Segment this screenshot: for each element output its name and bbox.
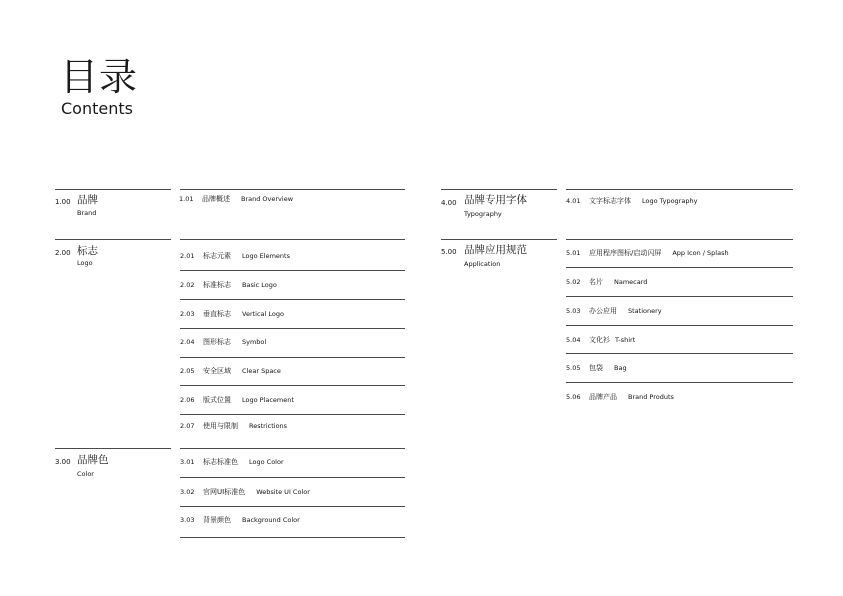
divider <box>180 414 405 415</box>
divider <box>180 448 405 449</box>
entry-number: 5.04 <box>566 336 581 344</box>
divider <box>55 239 171 240</box>
entry-title-cn: 版式位置 <box>203 396 231 404</box>
section-title: 品牌色 <box>77 454 109 466</box>
toc-entry-logo-color[interactable] <box>180 457 284 467</box>
divider <box>55 189 171 190</box>
entry-number: 3.02 <box>180 488 195 496</box>
toc-entry-namecard[interactable] <box>566 277 647 287</box>
entry-number: 4.01 <box>566 197 581 205</box>
entry-number: 2.05 <box>180 367 195 375</box>
divider <box>180 537 405 538</box>
entry-title-en: Bag <box>614 364 627 372</box>
entry-title-en: Brand Produts <box>628 393 674 401</box>
entry-number: 2.04 <box>180 338 195 346</box>
toc-entry-logo-placement[interactable] <box>180 395 294 405</box>
entry-title-en: Stationery <box>628 307 662 315</box>
entry-title-cn: 文字标志字体 <box>589 197 631 205</box>
entry-number: 5.01 <box>566 249 581 257</box>
toc-entry-background-color[interactable] <box>180 515 300 525</box>
entry-title-en: Logo Typography <box>642 197 698 205</box>
entry-title-en: Website UI Color <box>256 488 310 496</box>
page-subtitle: Contents <box>61 99 133 118</box>
divider <box>566 267 793 268</box>
entry-title-cn: 文化衫 <box>589 336 610 344</box>
divider <box>441 189 557 190</box>
entry-number: 2.07 <box>180 422 195 430</box>
entry-number: 2.02 <box>180 281 195 289</box>
section-number: 3.00 <box>55 458 71 466</box>
section-number: 2.00 <box>55 249 71 257</box>
divider <box>180 385 405 386</box>
entry-title-en: T-shirt <box>615 336 636 344</box>
entry-title-cn: 包袋 <box>589 364 603 372</box>
toc-entry-vertical-logo[interactable] <box>180 309 284 319</box>
entry-title-cn: 图形标志 <box>203 338 231 346</box>
entry-title-cn: 品牌产品 <box>589 393 617 401</box>
entry-title-cn: 名片 <box>589 278 603 286</box>
toc-entry-logo-elements[interactable] <box>180 251 290 261</box>
section-number: 1.00 <box>55 198 71 206</box>
entry-title-en: Restrictions <box>249 422 288 430</box>
section-subtitle: Application <box>464 260 501 268</box>
page-title: 目录 <box>60 55 139 99</box>
entry-title-en: Namecard <box>614 278 648 286</box>
toc-entry-symbol[interactable] <box>180 337 266 347</box>
section-subtitle: Brand <box>77 209 97 217</box>
divider <box>180 270 405 271</box>
divider <box>566 239 793 240</box>
entry-number: 3.03 <box>180 516 195 524</box>
section-title: 品牌 <box>77 194 98 206</box>
section-title: 品牌应用规范 <box>464 244 527 256</box>
divider <box>441 239 557 240</box>
entry-number: 2.06 <box>180 396 195 404</box>
entry-title-cn: 背景颜色 <box>203 516 231 524</box>
entry-number: 3.01 <box>180 458 195 466</box>
section-subtitle: Color <box>77 470 94 478</box>
divider <box>180 239 405 240</box>
entry-title-en: Vertical Logo <box>242 310 284 318</box>
divider <box>180 328 405 329</box>
section-title: 标志 <box>77 245 98 257</box>
entry-number: 5.06 <box>566 393 581 401</box>
entry-title-en: Background Color <box>242 516 300 524</box>
entry-title-en: Logo Elements <box>242 252 290 260</box>
section-number: 4.00 <box>441 199 457 207</box>
entry-title-en: Logo Color <box>249 458 284 466</box>
divider <box>566 325 793 326</box>
entry-title-en: Basic Logo <box>242 281 277 289</box>
entry-title-cn: 垂直标志 <box>203 310 231 318</box>
entry-title-cn: 应用程序图标/启动闪屏 <box>589 249 662 257</box>
entry-number: 5.02 <box>566 278 581 286</box>
divider <box>180 357 405 358</box>
entry-number: 1.01 <box>179 195 194 203</box>
divider <box>180 299 405 300</box>
divider <box>566 189 793 190</box>
toc-entry-basic-logo[interactable] <box>180 280 277 290</box>
entry-title-cn: 标志标准色 <box>203 458 238 466</box>
entry-title-en: App Icon / Splash <box>672 249 729 257</box>
entry-title-cn: 办公应用 <box>589 307 617 315</box>
entry-title-en: Clear Space <box>242 367 281 375</box>
entry-title-cn: 安全区域 <box>203 367 231 375</box>
entry-title-en: Brand Overview <box>241 195 294 203</box>
toc-entry-logo-typography[interactable] <box>566 196 697 206</box>
entry-number: 5.03 <box>566 307 581 315</box>
toc-entry-restrictions[interactable] <box>180 421 287 431</box>
toc-entry-app-icon-splash[interactable] <box>566 248 729 258</box>
divider <box>566 353 793 354</box>
entry-title-cn: 使用与限制 <box>203 422 238 430</box>
entry-title-cn: 官网UI标准色 <box>203 488 246 496</box>
entry-title-cn: 标志元素 <box>203 252 231 260</box>
section-number: 5.00 <box>441 248 457 256</box>
toc-entry-brand-products[interactable] <box>566 392 674 402</box>
divider <box>566 296 793 297</box>
toc-entry-brand-overview[interactable] <box>179 194 293 204</box>
divider <box>566 382 793 383</box>
toc-entry-t-shirt[interactable] <box>566 335 635 345</box>
section-subtitle: Logo <box>77 259 93 267</box>
divider <box>180 477 405 478</box>
entry-number: 2.01 <box>180 252 195 260</box>
section-subtitle: Typography <box>464 210 502 218</box>
toc-entry-stationery[interactable] <box>566 306 662 316</box>
toc-entry-clear-space[interactable] <box>180 366 281 376</box>
entry-title-en: Symbol <box>242 338 267 346</box>
divider <box>180 506 405 507</box>
entry-number: 2.03 <box>180 310 195 318</box>
divider <box>180 189 405 190</box>
entry-title-cn: 品牌概述 <box>202 195 230 203</box>
entry-title-cn: 标准标志 <box>203 281 231 289</box>
entry-title-en: Logo Placement <box>242 396 294 404</box>
section-title: 品牌专用字体 <box>464 194 527 206</box>
toc-entry-bag[interactable] <box>566 363 627 373</box>
entry-number: 5.05 <box>566 364 581 372</box>
toc-entry-website-ui-color[interactable] <box>180 487 310 497</box>
divider <box>55 448 171 449</box>
